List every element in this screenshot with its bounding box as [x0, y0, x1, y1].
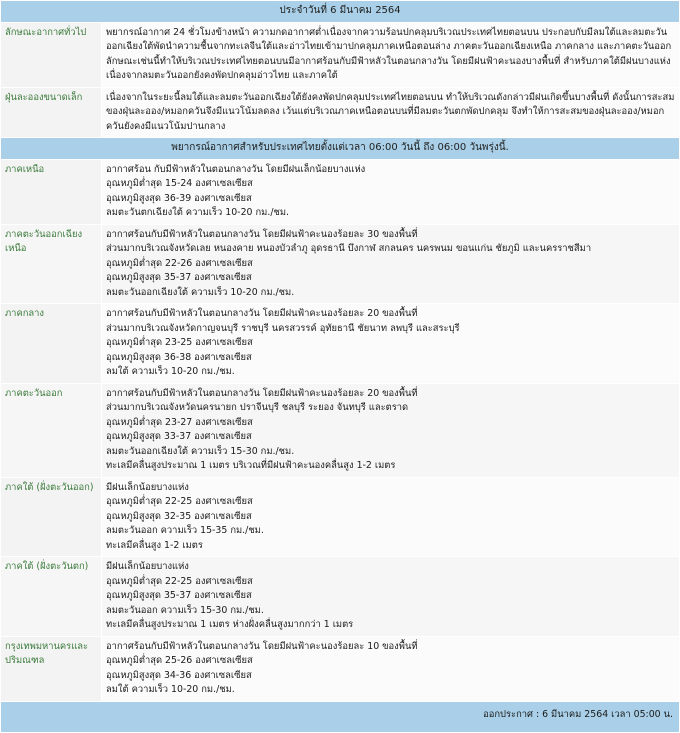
- region-line: อากาศร้อนกับมีฟ้าหลัวในตอนกลางวัน โดยมีฝนฟ้าคะนองร้อยละ 20 ของพื้นที่: [106, 387, 418, 399]
- region-label: กรุงเทพมหานครและปริมณฑล: [1, 637, 101, 701]
- dust-text: เนื่องจากในระยะนี้ลมใต้และลมตะวันออกเฉียงใต้ยังคงพัดปกคลุมประเทศไทยตอนบน ทำให้บริเวณดังกล่าวมีฝนเกิดขึ้นบางพื้นที่ ดังนั้นการสะสมของฝุ่นละออง/หมอกควันจึงมีแนวโน้มลดลง เว้นแต่บริเวณภาคเหนือตอนบนที่มีลมตะวันตกพัดปกคลุม จึงทำให้การสะสมของฝุ่นละออง/หมอกควันยังคงมีแนวโน้มปานกลาง: [102, 88, 679, 138]
- region-line: อากาศร้อนกับมีฟ้าหลัวในตอนกลางวัน โดยมีฝนฟ้าคะนองร้อยละ 10 ของพื้นที่: [106, 640, 418, 652]
- region-row: [1, 160, 679, 224]
- region-line: อุณหภูมิต่ำสุด 15-24 องศาเซลเซียส: [106, 178, 253, 189]
- region-line: มีฝนเล็กน้อยบางแห่ง: [106, 561, 189, 572]
- region-row: [1, 304, 679, 383]
- region-line: มีฝนเล็กน้อยบางแห่ง: [106, 481, 189, 493]
- dust-label: ฝุ่นละอองขนาดเล็ก: [1, 88, 101, 138]
- region-row: [1, 384, 679, 477]
- region-line: อุณหภูมิสูงสุด 36-39 องศาเซลเซียส: [106, 192, 252, 204]
- region-line: อากาศร้อนกับมีฟ้าหลัวในตอนกลางวัน โดยมีฝนฟ้าคะนองร้อยละ 30 ของพื้นที่: [106, 228, 418, 240]
- region-line: ส่วนมากบริเวณจังหวัดเลย หนองคาย หนองบัวลำภู อุดรธานี บึงกาฬ สกลนคร นครพนม ขอนแก่น ชัยภูมิ และนครราชสีมา: [106, 243, 592, 254]
- region-line: อากาศร้อนกับมีฟ้าหลัวในตอนกลางวัน โดยมีฝนฟ้าคะนองร้อยละ 20 ของพื้นที่: [106, 308, 418, 319]
- region-line: อุณหภูมิต่ำสุด 25-26 องศาเซลเซียส: [106, 655, 253, 666]
- forecast-header-row: [1, 138, 679, 159]
- region-row: [1, 478, 679, 557]
- region-line: ลมตะวันออกเฉียงใต้ ความเร็ว 15-30 กม./ชม.: [106, 445, 295, 457]
- date-title: ประจำวันที่ 6 มีนาคม 2564: [1, 1, 679, 22]
- region-line: อุณหภูมิสูงสุด 35-37 องศาเซลเซียส: [106, 272, 252, 283]
- region-line: อุณหภูมิสูงสุด 33-37 องศาเซลเซียส: [106, 431, 252, 442]
- region-label: ภาคกลาง: [1, 304, 101, 383]
- issued-timestamp: ออกประกาศ : 6 มีนาคม 2564 เวลา 05:00 น.: [1, 702, 679, 732]
- region-line: อุณหภูมิสูงสุด 36-38 องศาเซลเซียส: [106, 351, 252, 363]
- region-line: ส่วนมากบริเวณจังหวัดนครนายก ปราจีนบุรี ชลบุรี ระยอง จันทบุรี และตราด: [106, 402, 409, 413]
- summary-text: พยากรณ์อากาศ 24 ชั่วโมงข้างหน้า ความกดอากาศต่ำเนื่องจากความร้อนปกคลุมบริเวณประเทศไทยตอนบน ประกอบกับมีลมใต้และลมตะวันออกเฉียงใต้พัดนำความชื้นจากทะเลจีนใต้และอ่าวไทยเข้ามาปกคลุมภาคเหนือตอนล่าง ภาคตะวันออกเฉียงเหนือ ภาคกลาง และภาคตะวันออก ลักษณะเช่นนี้ทำให้บริเวณประเทศไทยตอนบนมีอากาศร้อนกับมีฟ้าหลัวในตอนกลางวัน โดยมีฝนฟ้าคะนองบางพื้นที่ สำหรับภาคใต้มีฝนบางแห่ง เนื่องจากลมตะวันออกยังคงพัดปกคลุมอ่าวไทย และภาคใต้: [102, 23, 679, 87]
- region-label: ภาคตะวันออก: [1, 384, 101, 477]
- region-line: ลมตะวันตกเฉียงใต้ ความเร็ว 10-20 กม./ชม.: [106, 207, 289, 218]
- region-text: [102, 384, 679, 477]
- region-text: [102, 557, 679, 636]
- region-text: [102, 478, 679, 557]
- region-line: ลมใต้ ความเร็ว 10-20 กม./ชม.: [106, 684, 235, 695]
- region-label: ภาคใต้ (ฝั่งตะวันออก): [1, 478, 101, 557]
- region-line: ลมตะวันออก ความเร็ว 15-30 กม./ชม.: [106, 604, 264, 616]
- region-line: อุณหภูมิสูงสุด 32-35 องศาเซลเซียส: [106, 510, 252, 522]
- region-text: [102, 637, 679, 701]
- region-label: ภาคตะวันออกเฉียงเหนือ: [1, 225, 101, 304]
- region-line: ทะเลมีคลื่นสูง 1-2 เมตร: [106, 539, 203, 551]
- footer-row: [1, 702, 679, 732]
- region-label: ภาคเหนือ: [1, 160, 101, 224]
- region-line: อุณหภูมิต่ำสุด 22-25 องศาเซลเซียส: [106, 575, 253, 587]
- summary-row: [1, 23, 679, 87]
- region-label: ภาคใต้ (ฝั่งตะวันตก): [1, 557, 101, 636]
- region-text: [102, 304, 679, 383]
- region-line: อุณหภูมิต่ำสุด 22-25 องศาเซลเซียส: [106, 496, 253, 507]
- region-row: [1, 557, 679, 636]
- region-row: [1, 225, 679, 304]
- region-line: อุณหภูมิต่ำสุด 22-26 องศาเซลเซียส: [106, 257, 253, 269]
- region-line: ลมตะวันออกเฉียงใต้ ความเร็ว 10-20 กม./ชม.: [106, 286, 295, 298]
- date-header-row: [1, 1, 679, 22]
- region-line: อุณหภูมิสูงสุด 35-37 องศาเซลเซียส: [106, 590, 252, 601]
- forecast-header: พยากรณ์อากาศสำหรับประเทศไทยตั้งแต่เวลา 06:00 วันนี้ ถึง 06:00 วันพรุ่งนี้.: [1, 138, 679, 159]
- region-line: ลมตะวันออก ความเร็ว 15-35 กม./ชม.: [106, 525, 264, 536]
- region-text: [102, 225, 679, 304]
- summary-label: ลักษณะอากาศทั่วไป: [1, 23, 101, 87]
- region-line: อากาศร้อน กับมีฟ้าหลัวในตอนกลางวัน โดยมีฝนเล็กน้อยบางแห่ง: [106, 163, 366, 175]
- region-line: อุณหภูมิสูงสุด 34-36 องศาเซลเซียส: [106, 669, 252, 681]
- region-line: ส่วนมากบริเวณจังหวัดกาญจนบุรี ราชบุรี นครสวรรค์ อุทัยธานี ชัยนาท ลพบุรี และสระบุรี: [106, 322, 460, 334]
- region-line: อุณหภูมิต่ำสุด 23-27 องศาเซลเซียส: [106, 416, 253, 428]
- region-row: [1, 637, 679, 701]
- region-line: ลมใต้ ความเร็ว 10-20 กม./ชม.: [106, 366, 235, 377]
- dust-row: [1, 88, 679, 138]
- region-line: ทะเลมีคลื่นสูงประมาณ 1 เมตร บริเวณที่มีฝนฟ้าคะนองคลื่นสูง 1-2 เมตร: [106, 460, 396, 471]
- region-line: อุณหภูมิต่ำสุด 23-25 องศาเซลเซียส: [106, 337, 253, 348]
- region-line: ทะเลมีคลื่นสูงประมาณ 1 เมตร ห่างฝั่งคลื่นสูงมากกว่า 1 เมตร: [106, 619, 354, 630]
- region-text: [102, 160, 679, 224]
